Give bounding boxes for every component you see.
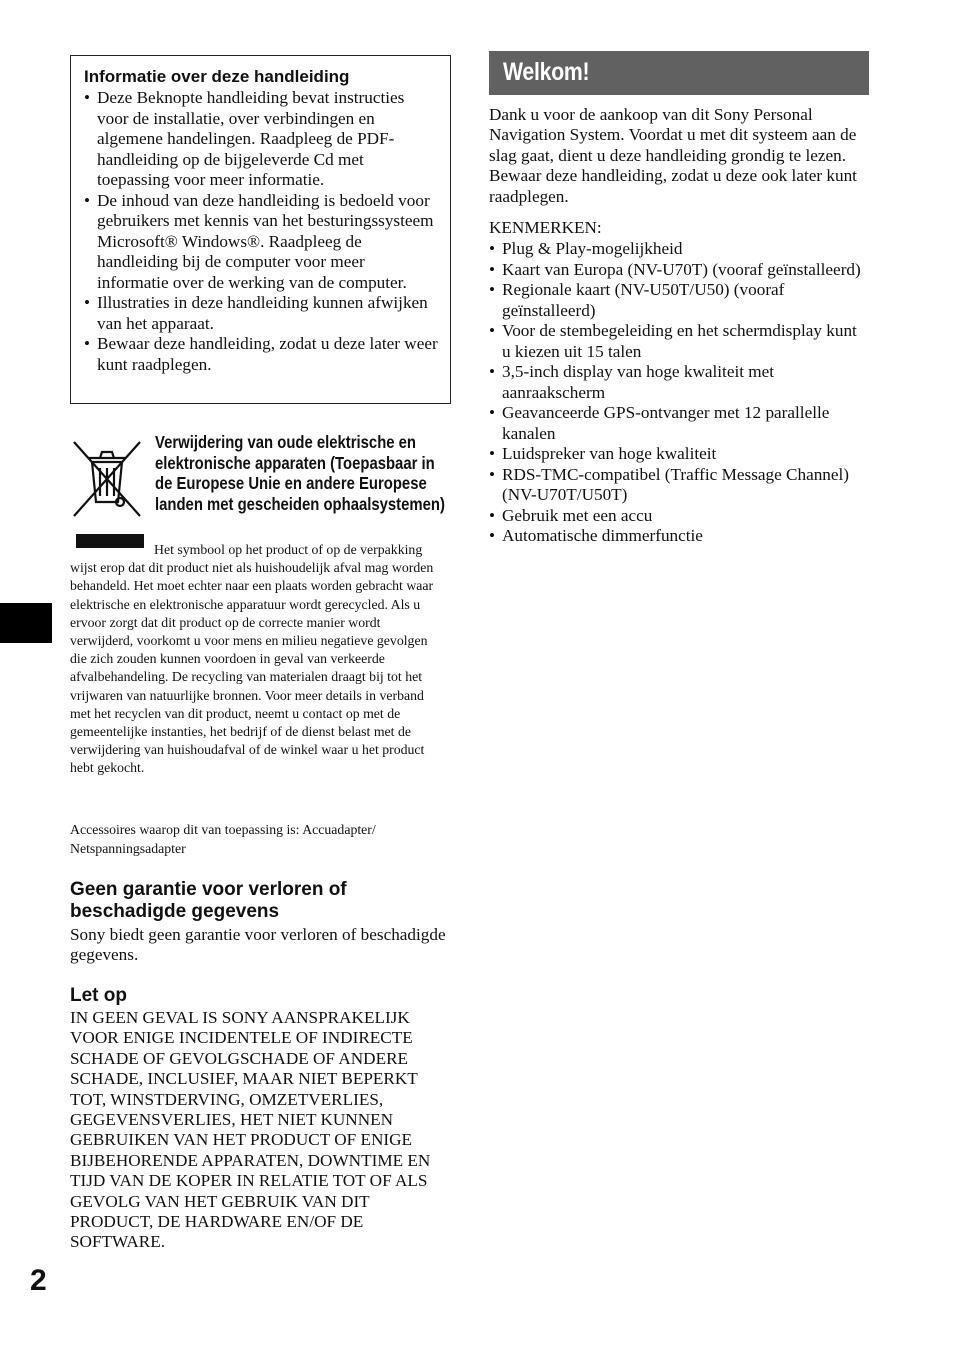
caution-body: IN GEEN GEVAL IS SONY AANSPRAKELIJK VOOR ENIGE INCIDENTELE OF INDIRECTE SCHADE OF GEVOLGSCHADE OF ANDERE SCHADE, INCLUSIEF, MAAR NIET BEPERKT TOT, WINSTDERVING, OMZETVERLIES, GEGEVENSVERLIES, HET NIET KUNNEN GEBRUIKEN VAN HET PRODUCT OF ENIGE BIJBEHORENDE APPARATEN, DOWNTIME EN TIJD VAN DE KOPER IN RELATIE TOT OF ALS GEVOLG VAN HET GEBRUIK VAN DIT PRODUCT, DE HARDWARE EN/OF DE SOFTWARE. [70,1008,431,1252]
info-box-title: Informatie over deze handleiding [84,67,350,86]
info-item: • Illustraties in deze handleiding kunnen afwijken van het apparaat. [84,293,440,334]
feature-item: • Geavanceerde GPS-ontvanger met 12 parallelle kanalen [489,403,869,444]
warranty-body: Sony biedt geen garantie voor verloren of beschadigde gegevens. [70,925,446,965]
info-item: • Deze Beknopte handleiding bevat instructies voor de installatie, over verbindingen en algemene handelingen. Raadpleeg de PDF-handleiding op de bijgeleverde Cd met toepassing voor meer informatie. [84,88,440,191]
welcome-title: Welkom! [503,58,590,86]
info-item: • Bewaar deze handleiding, zodat u deze later weer kunt raadplegen. [84,334,440,375]
feature-item: • Gebruik met een accu [489,506,869,527]
feature-item: • RDS-TMC-compatibel (Traffic Message Channel) (NV-U70T/U50T) [489,465,869,506]
feature-item: • Kaart van Europa (NV-U70T) (vooraf geïnstalleerd) [489,260,869,281]
accessories-note: Accessoires waarop dit van toepassing is: Accuadapter/ Netspanningsadapter [70,822,376,856]
warranty-heading: Geen garantie voor verloren of beschadigde gegevens [70,879,347,922]
section-tab-marker [0,603,52,643]
info-box [70,55,451,404]
welcome-banner [489,51,869,95]
feature-item: • Luidspreker van hoge kwaliteit [489,444,869,465]
page-number: 2 [30,1264,47,1297]
info-item: • De inhoud van deze handleiding is bedoeld voor gebruikers met kennis van het besturingssysteem Microsoft® Windows®. Raadpleeg de handleiding bij de computer voor meer informatie over de werking van de computer. [84,191,440,294]
feature-item: • Automatische dimmerfunctie [489,526,869,547]
info-box-list [84,88,440,375]
crossed-out-wheelie-bin-icon [70,436,144,550]
features-list [489,239,869,547]
feature-item: • Regionale kaart (NV-U50T/U50) (vooraf geïnstalleerd) [489,280,869,321]
feature-item: • 3,5-inch display van hoge kwaliteit met aanraakscherm [489,362,869,403]
caution-heading: Let op [70,985,127,1006]
weee-body: Het symbool op het product of op de verpakking wijst erop dat dit product niet als huishoudelijk afval mag worden behandeld. Het moet echter naar een plaats worden gebracht waar elektrische en elektronische apparatuur wordt gerecycled. Als u ervoor zorgt dat dit product op de correcte manier wordt verwijderd, voorkomt u voor mens en milieu negatieve gevolgen die zich zouden kunnen voordoen in geval van verkeerde afvalbehandeling. De recycling van materialen draagt bij tot het vrijwaren van natuurlijke bronnen. Voor meer details in verband met het recyclen van dit product, neemt u contact op met de gemeentelijke instanties, het bedrijf of de dienst belast met de verwijdering van huishoudafval of de winkel waar u het product hebt gekocht. [70,542,434,776]
features-label: KENMERKEN: [489,218,602,237]
welcome-intro: Dank u voor de aankoop van dit Sony Personal Navigation System. Voordat u met dit systeem aan de slag gaat, dient u deze handleiding grondig te lezen. Bewaar deze handleiding, zodat u deze ook later kunt raadplegen. [489,105,857,206]
feature-item: • Voor de stembegeleiding en het schermdisplay kunt u kiezen uit 15 talen [489,321,869,362]
weee-title: Verwijdering van oude elektrische en elektronische apparaten (Toepasbaar in de Europese Unie en andere Europese landen met gescheiden ophaalsystemen) [155,432,445,515]
feature-item: • Plug & Play-mogelijkheid [489,239,869,260]
